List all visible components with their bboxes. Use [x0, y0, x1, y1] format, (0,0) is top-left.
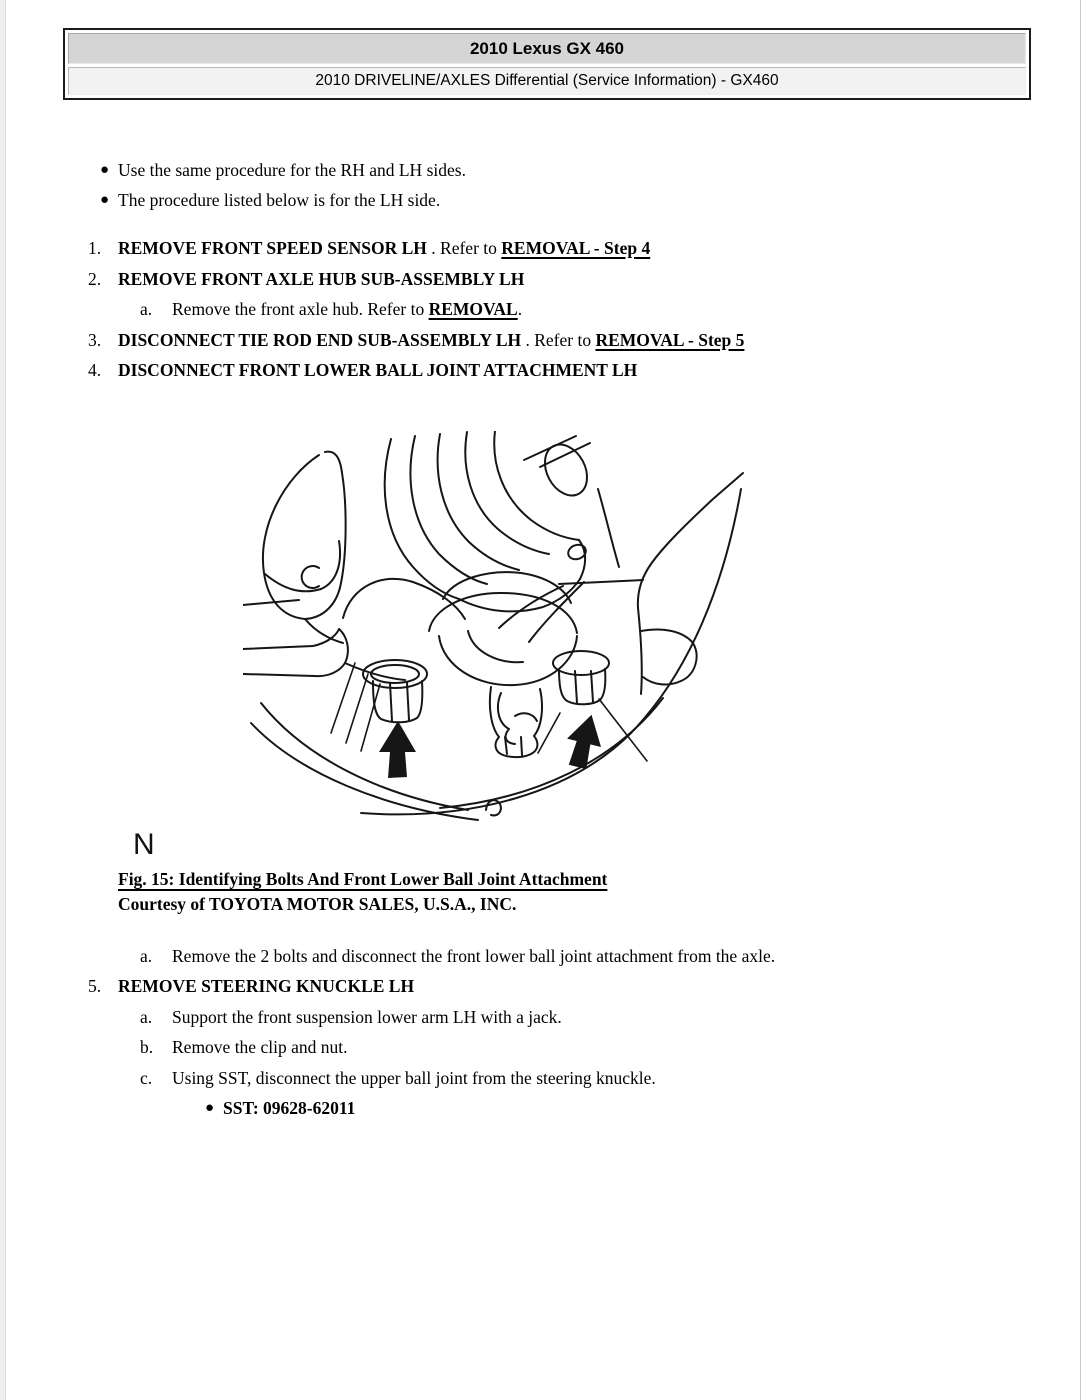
- step-title: DISCONNECT FRONT LOWER BALL JOINT ATTACHMENT LH: [118, 360, 638, 380]
- step-number: 3.: [88, 329, 102, 350]
- header-table: [63, 28, 1031, 100]
- figure-caption: [118, 867, 1086, 892]
- step-number: 4.: [88, 360, 102, 380]
- figure-15-link[interactable]: Fig. 15: Identifying Bolts And Front Lower Ball Joint Attachment: [118, 868, 608, 889]
- step-3: [0, 325, 1086, 356]
- step-4a: [0, 941, 1086, 972]
- substep-letter: c.: [140, 1067, 153, 1088]
- substep-letter: a.: [140, 945, 153, 966]
- note-text: Use the same procedure for the RH and LH sides.: [118, 160, 466, 180]
- step-5b: [0, 1032, 1086, 1063]
- removal-step4-link[interactable]: REMOVAL - Step 4: [501, 238, 651, 258]
- step-2a: [0, 294, 1086, 325]
- procedure-steps-after-figure: [0, 941, 1086, 1124]
- bullet-icon: ●: [100, 192, 110, 208]
- line-drawing-svg: [243, 431, 745, 823]
- step-5: [0, 971, 1086, 1002]
- page-subtitle: 2010 DRIVELINE/AXLES Differential (Service Information) - GX460: [68, 67, 1026, 95]
- step-4: [0, 355, 1086, 386]
- page-title: 2010 Lexus GX 460: [68, 33, 1026, 64]
- left-bolt-arrow-icon: [379, 721, 416, 778]
- substep-text: Remove the 2 bolts and disconnect the front lower ball joint attachment from the axle.: [172, 945, 776, 966]
- bullet-icon: ●: [100, 162, 110, 178]
- substep-text-after: .: [517, 299, 523, 319]
- step-5c: [0, 1063, 1086, 1094]
- step-number: 1.: [88, 238, 102, 258]
- note-item: [0, 155, 1086, 185]
- notes-list: [0, 155, 1086, 215]
- step-title: DISCONNECT TIE ROD END SUB-ASSEMBLY LH: [118, 329, 522, 350]
- step-text: . Refer to: [521, 329, 596, 350]
- sst-note: [0, 1093, 1086, 1124]
- substep-letter: a.: [140, 299, 153, 319]
- step-text: . Refer to: [426, 238, 502, 258]
- right-bolt-arrow-icon: [561, 710, 608, 771]
- removal-link[interactable]: REMOVAL: [428, 299, 518, 319]
- step-title: REMOVE FRONT AXLE HUB SUB-ASSEMBLY LH: [118, 268, 525, 289]
- substep-letter: b.: [140, 1037, 154, 1057]
- substep-text: Remove the clip and nut.: [172, 1037, 348, 1057]
- removal-step5-link[interactable]: REMOVAL - Step 5: [595, 329, 745, 350]
- figure-ball-joint-drawing: [243, 431, 745, 823]
- step-5a: [0, 1002, 1086, 1033]
- procedure-steps: [0, 233, 1086, 386]
- note-text: The procedure listed below is for the LH side.: [118, 190, 441, 210]
- bullet-icon: ●: [205, 1100, 215, 1116]
- sst-text: SST: 09628-62011: [223, 1098, 356, 1118]
- note-item: [0, 185, 1086, 215]
- step-2: [0, 264, 1086, 295]
- substep-letter: a.: [140, 1006, 153, 1027]
- document-content: [0, 97, 1086, 1124]
- figure-courtesy: Courtesy of TOYOTA MOTOR SALES, U.S.A., INC.: [118, 893, 517, 914]
- step-1: [0, 233, 1086, 264]
- step-title: REMOVE STEERING KNUCKLE LH: [118, 976, 415, 996]
- substep-text: Support the front suspension lower arm LH with a jack.: [172, 1006, 562, 1027]
- substep-text: Remove the front axle hub. Refer to: [172, 299, 429, 319]
- step-number: 2.: [88, 268, 102, 289]
- step-number: 5.: [88, 976, 102, 996]
- figure-stray-label: N: [133, 827, 155, 861]
- substep-text: Using SST, disconnect the upper ball joint from the steering knuckle.: [172, 1067, 656, 1088]
- step-title: REMOVE FRONT SPEED SENSOR LH: [118, 238, 427, 258]
